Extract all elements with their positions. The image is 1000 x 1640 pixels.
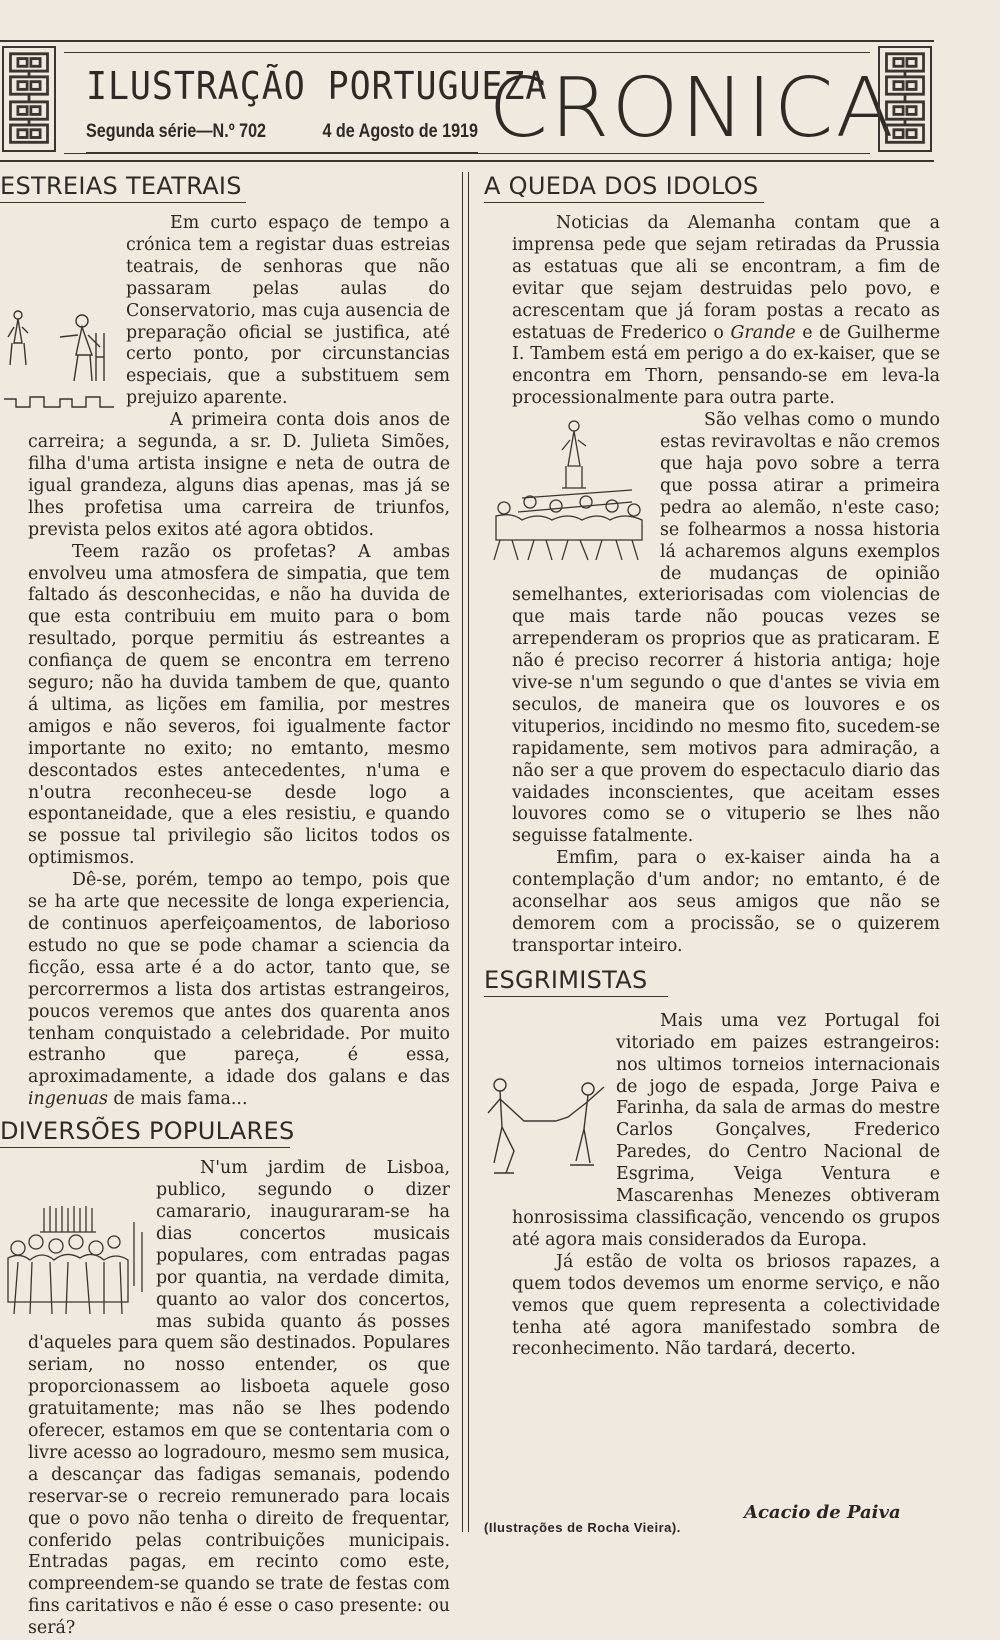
text-run: Dê-se, porém, tempo ao tempo, pois que se ha arte que necessite de longa experiencia, de continuos aperfeiçoamentos, de laborioso estudo no que se pode chamar a sciencia da ficção, essa arte é a do actor, tanto que, se percorrermos a lista dos artistas estrangeiros, poucos veremos que antes dos quarenta anos tenham conquistado a celebridade. Por muito estranho que pareça, é essa, aproximadamente, a idade dos galans e das [28,870,450,1088]
text-run: de mais fama... [107,1089,248,1110]
paragraph: Teem razão os profetas? A ambas envolveu uma atmosfera de simpatia, que tem faltado ás desconhecidas, e não ha duvida de que esta contribuiu em muito para o bom resultado, porque permitiu ás estreantes a confiança de quem se encontra em terreno seguro; não ha duvida tambem de que, quanto á ultima, as lições em familia, por mestres amigos e não severos, foi igualmente factor importante no exito; no emtanto, mesmo descontados estes antecedentes, n'uma e n'outra reconheceu-se desde logo a espontaneidade, que a eles resistiu, e quando se possue tal privilegio são licitos todos os optimismos. [28,541,450,869]
article-diversoes [0,1158,450,1640]
author-signature: Acacio de Paiva [744,1502,901,1523]
left-column [0,170,450,1640]
heading-rule [484,202,764,203]
issue-date: 4 de Agosto de 1919 [322,121,478,142]
paragraph [512,213,940,410]
publication-title: ILUSTRAÇÃO PORTUGUEZA [86,64,548,108]
issue-series: Segunda série—N.º 702 [86,121,267,142]
heading-queda: A QUEDA DOS IDOLOS [484,172,759,200]
article-esgrimistas [484,1011,940,1362]
crowd-statue-sketch-icon [482,416,652,566]
heading-diversoes: DIVERSÕES POPULARES [0,1117,295,1146]
masthead-rule-top [64,52,870,53]
paragraph: Em curto espaço de tempo a crónica tem a registar duas estreias teatrais, de senhoras que não passaram pelas aulas do Conservatorio, mas cuja ausencia de preparação oficial se justifica, até certo ponto, por circunstancias especiais, que a substituem sem prejuizo aparente. [126,213,450,409]
paragraph: Mais uma vez Portugal foi vitoriado em paizes estrangeiros: nos ultimos torneios internacionais de jogo de espada, Jorge Paiva e Farinha, da sala de armas do mestre Carlos Gonçalves, Frederico Paredes, do Centro Nacional de Esgrima, Veiga Ventura e Mascarenhas Menezes obtiveram honrosissima classificação, vencendo os grupos até agora mais considerados da Europa. [512,1010,940,1250]
greek-key-ornament-icon [2,46,56,152]
section-title: CRONICA [488,61,896,156]
article-queda [484,213,940,958]
heading-rule [484,996,668,997]
heading-esgrimistas: ESGRIMISTAS [484,965,648,994]
fencers-sketch-icon [484,1077,608,1187]
actress-sketch-icon [0,303,118,413]
text-run: e de Guilherme I. Tambem está em perigo a do ex-kaiser, que se encontra em Thorn, pensando-se em leva-la processionalmente para outra parte. [512,322,940,409]
column-divider [468,172,469,1532]
paragraph: A primeira conta dois anos de carreira; a segunda, a sr. D. Julieta Simões, filha d'uma artista insigne e neta de outra de igual grandeza, alguns dias apenas, mas já se lhes profetisa uma carreira de triunfos, prevista pelos exitos até agora obtidos. [28,410,450,540]
heading-rule [0,1147,290,1148]
heading-rule [0,202,246,203]
column-divider [462,172,463,1532]
paragraph [28,870,450,1111]
paragraph: Já estão de volta os briosos rapazes, a quem todos devemos um enorme serviço, e não vemos que quem representa a colectividade tenha até agora manifestado sombra de reconhecimento. Não tardará, decerto. [512,1251,940,1360]
greek-key-ornament-icon [878,46,932,152]
paragraph: São velhas como o mundo estas reviravoltas e não cremos que haja povo sobre a terra que possa atirar a primeira pedra ao alemão, n'este caso; se folhearmos a nossa historia lá acharemos alguns exemplos de mudanças de opinião semelhantes, exteriorisadas com violencias de que mais tarde não poucas vezes se arrependeram os proprios que as praticaram. E não é preciso recorrer á historia antiga; hoje vive-se n'um segundo o que d'antes se vivia em seculos, de maneira que os louvores e os vituperios, incidindo no mesmo fito, sucedem-se rapidamente, sem motivos para admiração, a não ser a que provem do espectaculo diario das vaidades inconscientes, que aceitam esses louvores como se o vituperio se lhes não seguisse fatalmente. [512,410,940,847]
illustration-credit: (Ilustrações de Rocha Vieira). [484,1520,681,1535]
paragraph: N'um jardim de Lisboa, publico, segundo o dizer camarario, inauguraram-se ha dias concertos musicais populares, com entradas pagas por quantia, na verdade dimita, quanto ao valor dos concertos, mas subida quanto ás posses d'aqueles para quem são destinados. Populares seriam, no nosso entender, os que proporcionassem ao lisboeta aquele goso gratuitamente; mas não se lhes podendo oferecer, estamos em que se contentaria com o livre acesso ao logradouro, mesmo sem musica, a descançar das fadigas semanais, podendo reservar-se o recreio remunerado para locais que o povo não tenha o direito de frequentar, conferido pelas contribuições municipais. Entradas pagas, em recinto como este, compreendem-se quando se trate de festas com fins caritativos e não é esse o caso presente: ou será? [28,1158,450,1639]
italic-text: ingenuas [28,1089,108,1110]
paragraph: Emfim, para o ex-kaiser ainda ha a contemplação d'um andor; no emtanto, é de aconselhar aos seus amigos que não se demorem com a procissão, se o quizerem transportar inteiro. [512,848,940,956]
masthead [0,40,934,162]
text-run: Noticias da Alemanha contam que a imprensa pede que sejam retiradas da Prussia as estatuas que ali se encontram, a fim de evitar que sejam destruidas pelo povo, e acrescentam que já foram postas a recato as estatuas de Frederico o [512,213,940,343]
title-underline [86,152,478,154]
right-column [484,170,940,1361]
issue-info [86,112,478,152]
crowd-band-sketch-icon [0,1202,150,1322]
italic-text: Grande [730,322,796,343]
article-estreias [0,213,450,1111]
heading-estreias: ESTREIAS TEATRAIS [0,172,242,200]
